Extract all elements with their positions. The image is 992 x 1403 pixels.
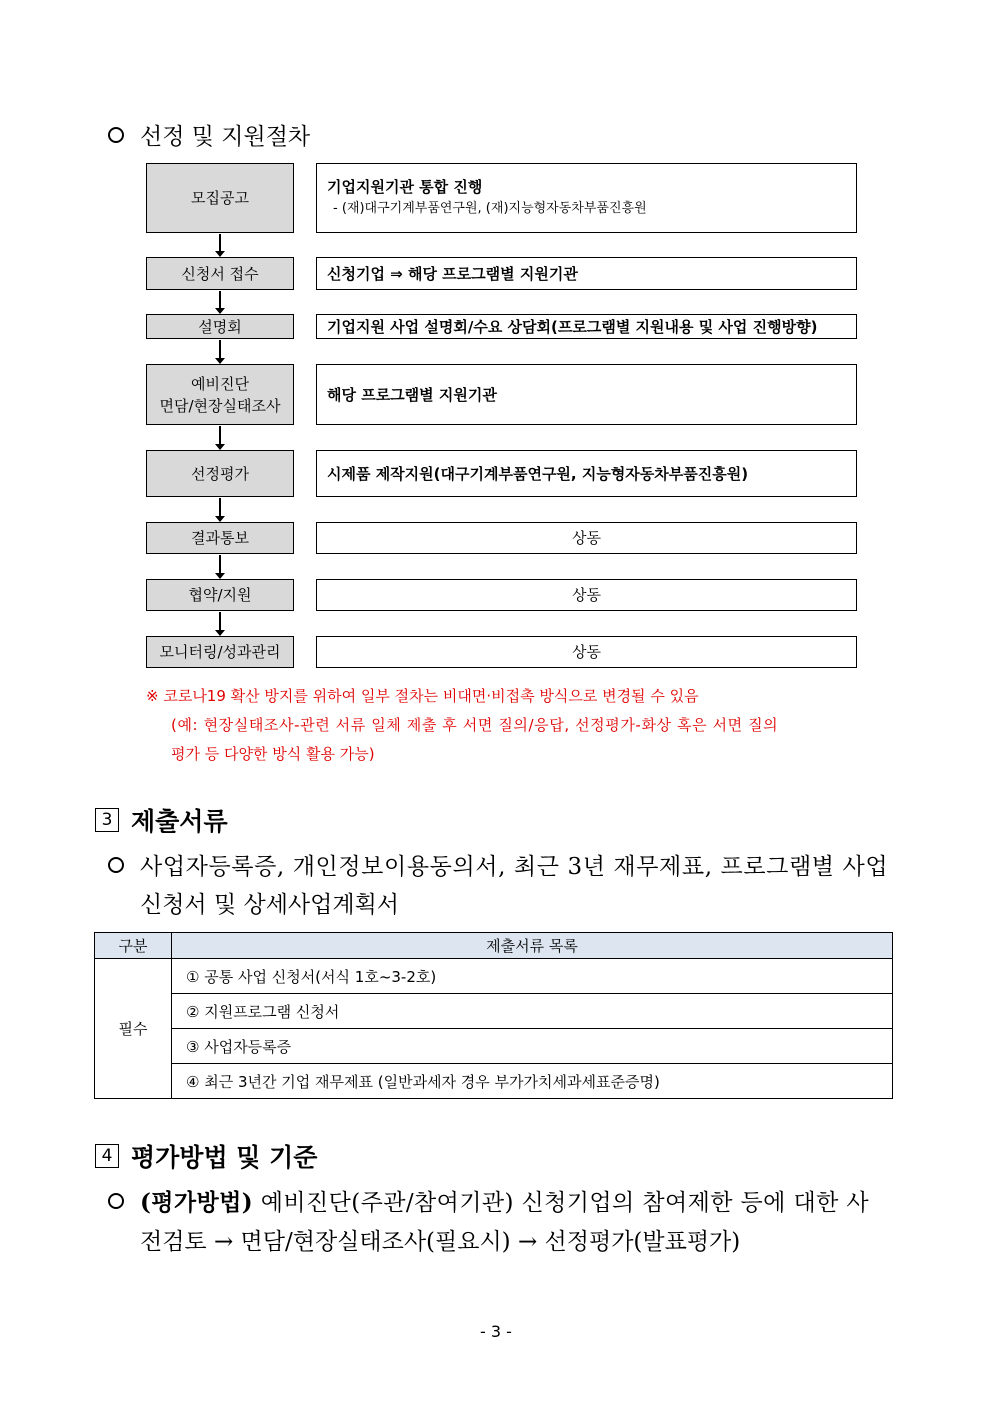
step-briefing-desc bbox=[316, 314, 857, 339]
down-arrow-icon bbox=[219, 498, 221, 521]
step-desc-text: 시제품 제작지원(대구기계부품연구원, 지능형자동차부품진흥원) bbox=[327, 464, 749, 483]
step-diagnosis bbox=[146, 364, 294, 425]
table-row bbox=[95, 959, 893, 994]
step-diagnosis-desc bbox=[316, 364, 857, 425]
covid-note-line3: 평가 등 다양한 방식 활용 가능) bbox=[171, 745, 375, 763]
table-row bbox=[95, 994, 893, 1029]
step-agreement bbox=[146, 579, 294, 611]
section4-title: 평가방법 및 기준 bbox=[131, 1143, 318, 1172]
header-category: 구분 bbox=[95, 933, 172, 959]
document-item: ① 공통 사업 신청서(서식 1호~3-2호) bbox=[172, 959, 893, 994]
section3-bullet-line2: 신청서 및 상세사업계획서 bbox=[140, 892, 400, 918]
section3-title: 제출서류 bbox=[131, 807, 228, 836]
document-item: ④ 최근 3년간 기업 재무제표 (일반과세자 경우 부가가치세과세표준증명) bbox=[172, 1064, 893, 1099]
evaluation-method-label: (평가방법) bbox=[140, 1189, 254, 1216]
down-arrow-icon bbox=[219, 612, 221, 635]
section-number-box: 3 bbox=[95, 808, 119, 832]
evaluation-method-text: 예비진단(주관/참여기관) 신청기업의 참여제한 등에 대한 사 bbox=[253, 1190, 870, 1216]
step-label: 면담/현장실태조사 bbox=[159, 396, 281, 415]
circle-bullet-icon bbox=[108, 1193, 124, 1209]
step-agreement-desc bbox=[316, 579, 857, 611]
step-briefing bbox=[146, 314, 294, 339]
section4-bullet-line2: 전검토 → 면담/현장실태조사(필요시) → 선정평가(발표평가) bbox=[140, 1229, 741, 1255]
document-item: ② 지원프로그램 신청서 bbox=[172, 994, 893, 1029]
table-row bbox=[95, 1029, 893, 1064]
document-item: ③ 사업자등록증 bbox=[172, 1029, 893, 1064]
step-label: 선정평가 bbox=[191, 464, 249, 483]
step-monitoring-desc bbox=[316, 636, 857, 668]
step-label: 설명회 bbox=[198, 317, 242, 336]
down-arrow-icon bbox=[219, 291, 221, 313]
section3-bullet-line1: 사업자등록증, 개인정보이용동의서, 최근 3년 재무제표, 프로그램별 사업 bbox=[140, 854, 889, 880]
table-header-row bbox=[95, 933, 893, 959]
header-documents: 제출서류 목록 bbox=[172, 933, 893, 959]
covid-note-line1: ※ 코로나19 확산 방지를 위하여 일부 절차는 비대면·비접촉 방식으로 변경될 수 있음 bbox=[146, 687, 699, 705]
step-label: 모집공고 bbox=[191, 189, 249, 207]
step-desc-text: 상동 bbox=[572, 529, 601, 547]
down-arrow-icon bbox=[219, 234, 221, 256]
down-arrow-icon bbox=[219, 340, 221, 363]
section4-bullet-line1 bbox=[140, 1184, 869, 1217]
category-required: 필수 bbox=[95, 959, 172, 1099]
covid-note-line2: (예: 현장실태조사-관련 서류 일체 제출 후 서면 질의/응답, 선정평가-화상 혹은 서면 질의 bbox=[171, 716, 779, 734]
down-arrow-icon bbox=[219, 426, 221, 449]
documents-table bbox=[94, 932, 893, 1099]
table-row bbox=[95, 1064, 893, 1099]
step-result-desc bbox=[316, 522, 857, 554]
page-number: - 3 - bbox=[480, 1322, 512, 1341]
step-desc-text: 상동 bbox=[572, 643, 601, 661]
section-number-box: 4 bbox=[95, 1144, 119, 1168]
step-evaluation-desc bbox=[316, 450, 857, 497]
down-arrow-icon bbox=[219, 555, 221, 578]
step-label: 결과통보 bbox=[191, 529, 249, 547]
step-label: 신청서 접수 bbox=[181, 264, 259, 283]
section3-heading bbox=[95, 802, 228, 838]
step-application bbox=[146, 257, 294, 290]
step-label: 협약/지원 bbox=[188, 586, 252, 604]
step-desc-text: 상동 bbox=[572, 586, 601, 604]
step-desc-sub: - (재)대구기계부품연구원, (재)지능형자동차부품진흥원 bbox=[333, 201, 647, 216]
step-application-desc bbox=[316, 257, 857, 290]
step-result bbox=[146, 522, 294, 554]
step-evaluation bbox=[146, 450, 294, 497]
step-recruit-desc bbox=[316, 163, 857, 233]
step-desc-text: 기업지원기관 통합 진행 bbox=[327, 178, 483, 196]
step-desc-text: 기업지원 사업 설명회/수요 상담회(프로그램별 지원내용 및 사업 진행방향) bbox=[327, 317, 818, 336]
step-monitoring bbox=[146, 636, 294, 668]
circle-bullet-icon bbox=[108, 127, 124, 143]
procedure-heading: 선정 및 지원절차 bbox=[140, 124, 311, 150]
step-desc-text: 해당 프로그램별 지원기관 bbox=[327, 385, 497, 404]
step-recruit bbox=[146, 163, 294, 233]
circle-bullet-icon bbox=[108, 857, 124, 873]
section4-heading bbox=[95, 1138, 317, 1174]
step-label: 예비진단 bbox=[191, 374, 249, 393]
step-label: 모니터링/성과관리 bbox=[159, 643, 281, 661]
step-desc-text: 신청기업 ⇒ 해당 프로그램별 지원기관 bbox=[327, 264, 578, 283]
